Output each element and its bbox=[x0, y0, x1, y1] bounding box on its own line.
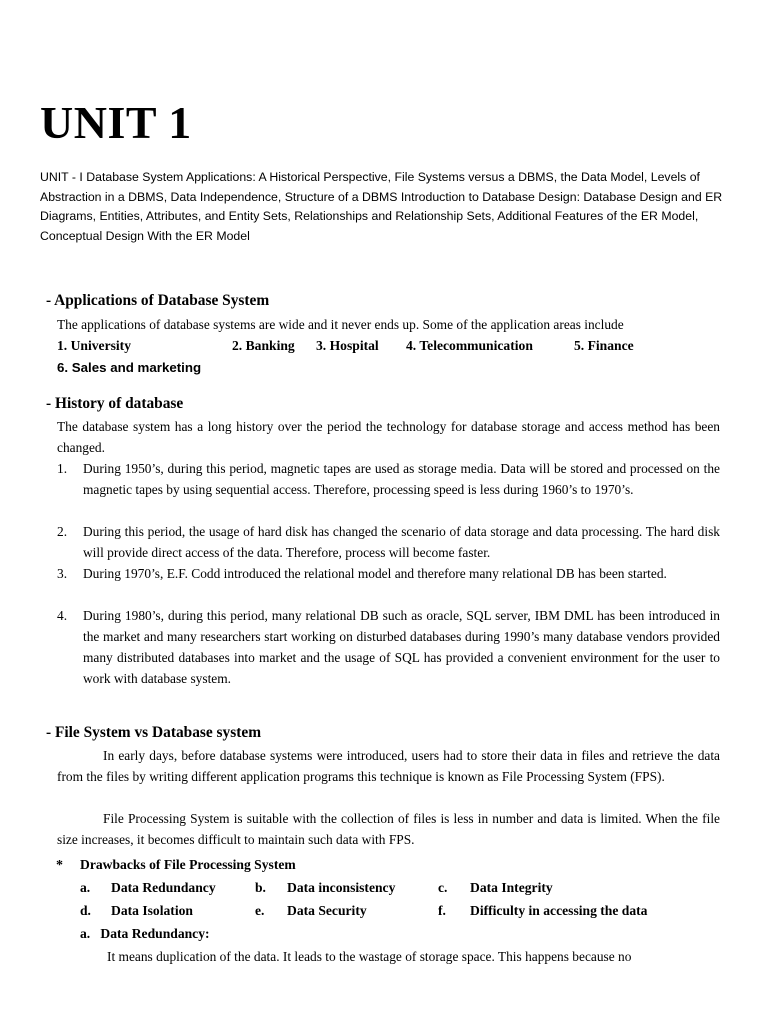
history-item bbox=[57, 521, 720, 563]
application-item: 5. Finance bbox=[574, 338, 634, 353]
drawback-letter: f. bbox=[438, 903, 446, 918]
drawback-item: Data Security bbox=[287, 903, 367, 918]
history-heading: - History of database bbox=[46, 395, 184, 412]
filesystem-heading: - File System vs Database system bbox=[46, 724, 262, 741]
history-item-number: 4. bbox=[57, 608, 68, 623]
history-item-number: 2. bbox=[57, 524, 68, 539]
bullet-asterisk: * bbox=[56, 858, 63, 873]
history-item-text: During this period, the usage of hard disk has changed the scenario of data storage and data processing. The hard disk will provide direct access of the data. Therefore, process will become faster. bbox=[83, 524, 720, 560]
redundancy-heading: a. Data Redundancy: bbox=[80, 926, 210, 941]
filesystem-paragraph-1: In early days, before database systems were introduced, users had to store their data in files and retrieve the data from the files by writing different application programs this technique is known as File Processing System (FPS). bbox=[57, 748, 720, 784]
history-text: The database system has a long history over the period the technology for database storage and access method has been changed. bbox=[57, 419, 720, 455]
application-item: 4. Telecommunication bbox=[406, 338, 533, 353]
drawback-item: Data Isolation bbox=[111, 903, 193, 918]
application-item-6: 6. Sales and marketing bbox=[57, 360, 202, 375]
drawback-item: Data Redundancy bbox=[111, 880, 216, 895]
drawback-letter: d. bbox=[80, 903, 91, 918]
history-item bbox=[57, 563, 720, 584]
application-item: 2. Banking bbox=[232, 338, 295, 353]
unit-syllabus-intro: UNIT - I Database System Applications: A Historical Perspective, File Systems versus a DBMS, the Data Model, Levels of Abstraction in a DBMS, Data Independence, Structure of a DBMS Introduction to Database Design: Database Design and ER Diagrams, Entities, Attributes, and Entity Sets, Relationships and Relationship Sets, Additional Features of the ER Model, Conceptual Design With the ER Model bbox=[40, 170, 723, 243]
history-item-text: During 1980’s, during this period, many relational DB such as oracle, SQL server, IBM DML has been introduced in the market and many researchers start working on disturbed databases during 1990’s many database vendors provided many distributed databases into market and the usage of SQL has provided a convenient environment for the user to work with database system. bbox=[83, 608, 720, 686]
history-item-text: During 1970’s, E.F. Codd introduced the relational model and therefore many relational DB has been started. bbox=[83, 566, 667, 581]
drawback-item: Data Integrity bbox=[470, 880, 553, 895]
application-item: 3. Hospital bbox=[316, 338, 379, 353]
history-item bbox=[57, 458, 720, 500]
history-item-number: 1. bbox=[57, 461, 68, 476]
history-item bbox=[57, 605, 720, 689]
applications-heading: - Applications of Database System bbox=[46, 292, 270, 309]
applications-text: The applications of database systems are wide and it never ends up. Some of the application areas include bbox=[57, 317, 624, 332]
drawback-item: Difficulty in accessing the data bbox=[470, 903, 648, 918]
drawback-item: Data inconsistency bbox=[287, 880, 396, 895]
drawback-letter: b. bbox=[255, 880, 266, 895]
application-item: 1. University bbox=[57, 338, 132, 353]
history-item-number: 3. bbox=[57, 566, 68, 581]
drawbacks-heading: Drawbacks of File Processing System bbox=[80, 857, 296, 872]
drawback-letter: c. bbox=[438, 880, 448, 895]
filesystem-paragraph-2: File Processing System is suitable with the collection of files is less in number and data is limited. When the file size increases, it becomes difficult to maintain such data with FPS. bbox=[57, 811, 720, 847]
page-title: UNIT 1 bbox=[40, 97, 192, 148]
drawback-letter: a. bbox=[80, 880, 91, 895]
drawback-letter: e. bbox=[255, 903, 265, 918]
redundancy-text: It means duplication of the data. It leads to the wastage of storage space. This happens because no bbox=[107, 949, 632, 964]
history-item-text: During 1950’s, during this period, magnetic tapes are used as storage media. Data will be stored and processed on the magnetic tapes by using sequential access. Therefore, processing speed is less during 1960’s to 1970’s. bbox=[83, 461, 720, 497]
